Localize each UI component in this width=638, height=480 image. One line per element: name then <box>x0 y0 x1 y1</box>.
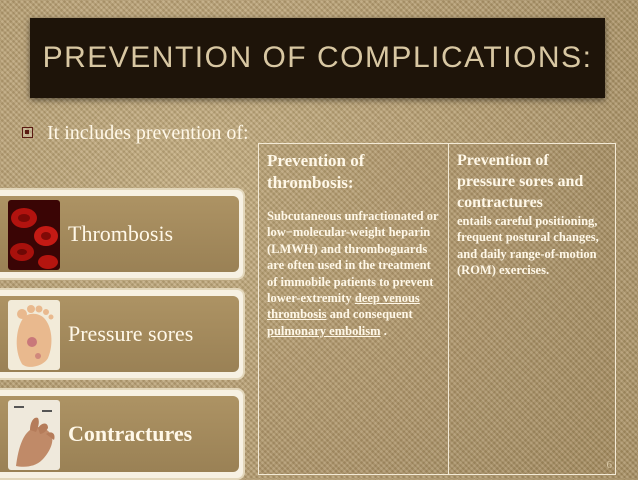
card-contractures <box>0 388 245 480</box>
body-text-part: . <box>380 323 387 338</box>
foot-image <box>8 300 60 370</box>
deep-venous-thrombosis-link[interactable]: deep venous thrombosis <box>267 291 420 322</box>
pulmonary-embolism-link[interactable]: pulmonary embolism <box>267 323 381 338</box>
hand-image <box>8 400 60 470</box>
card-label-thrombosis: Thrombosis <box>68 221 174 246</box>
body-text-part: and consequent <box>326 307 413 322</box>
intro-text: It includes prevention of: <box>47 122 249 144</box>
square-bullet-icon <box>22 127 33 138</box>
col-body-thrombosis <box>267 208 440 339</box>
slide-title: PREVENTION OF COMPLICATIONS: <box>42 41 593 74</box>
col-heading-thrombosis: Prevention of thrombosis: <box>267 151 365 192</box>
blood-cells-image <box>8 200 60 270</box>
title-bar <box>30 18 605 98</box>
card-label-contractures: Contractures <box>68 421 193 446</box>
card-thrombosis <box>0 188 245 280</box>
body-text-part: Subcutaneous unfractionated or low−molecular-weight heparin (LMWH) and thromboguards are often used in the treatment of immobile patients to prevent lower-extremity <box>267 209 439 306</box>
col-body-pressure-sores: entails careful positioning, frequent postural changes, and daily range-of-motion (ROM) exercises. <box>457 214 599 278</box>
table-col-thrombosis <box>259 144 449 474</box>
card-label-pressure-sores: Pressure sores <box>68 321 194 346</box>
page-number: 6 <box>606 459 612 471</box>
intro-bullet <box>22 120 262 147</box>
card-pressure-sores <box>0 288 245 380</box>
table-col-pressure-sores <box>449 144 615 474</box>
info-table <box>258 143 616 475</box>
col-heading-pressure-sores: Prevention of pressure sores and contractures <box>457 152 584 211</box>
